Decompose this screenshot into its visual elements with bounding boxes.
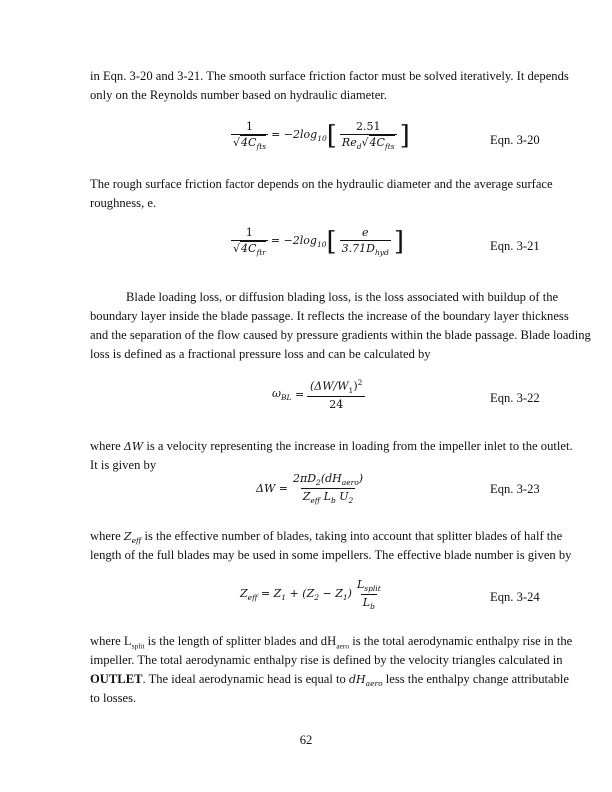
equation-label: Eqn. 3-23 — [490, 482, 540, 496]
equation-label: Eqn. 3-21 — [490, 239, 540, 253]
paragraph-line: It is given by — [90, 458, 157, 472]
page-number: 62 — [299, 733, 313, 747]
equation-3-22: $\omega_{BL}$ = $\frac{(\Delta W/W_1)^2}{24}$ — [272, 378, 368, 411]
equation-3-20: $\frac{1}{√4C_{fts}}$ = $-2\log_{10}$ [ $\frac{2.51}{Re_d√4C_{fts}}$ ] — [233, 120, 410, 152]
paragraph-line: OUTLET. The ideal aerodynamic head is equal to $dH_{aero}$ less the enthalpy change attributable — [90, 672, 570, 689]
paragraph-line: impeller. The total aerodynamic enthalpy rise is defined by the velocity triangles calculated in — [90, 653, 563, 667]
paragraph-line: The rough surface friction factor depends on the hydraulic diameter and the average surface — [90, 177, 553, 191]
equation-label: Eqn. 3-24 — [490, 590, 540, 604]
paragraph-line: only on the Reynolds number based on hydraulic diameter. — [90, 88, 387, 102]
paragraph-line: where $Z_{eff}$ is the effective number of blades, taking into account that splitter blades of half the — [90, 529, 563, 546]
paragraph-line: where $L_{split}$ is the length of splitter blades and $dH_{aero}$ is the total aerodynamic enthalpy rise in the — [90, 634, 573, 651]
equation-3-24: $Z_{eff} = Z_1 + (Z_2 - Z_1)$ $\frac{L_{split}}{L_b}$ — [240, 578, 381, 612]
equation-label: Eqn. 3-20 — [490, 133, 540, 147]
paragraph-line: Blade loading loss, or diffusion blading loss, is the loss associated with buildup of the — [126, 290, 559, 304]
paragraph-line: to losses. — [90, 691, 137, 705]
paragraph-line: and the separation of the flow caused by pressure gradients within the blade passage. Blade loading — [90, 328, 591, 342]
paragraph-line: roughness, e. — [90, 196, 157, 210]
equation-3-23: ΔW = $\frac{2\pi D_2(dH_{aero})}{Z_{eff} L_b U_2}$ — [256, 472, 364, 506]
paragraph-line: where ΔW is a velocity representing the increase in loading from the impeller inlet to the outlet. — [90, 439, 573, 453]
equation-3-21: $\frac{1}{√4C_{ftr}}$ = $-2\log_{10}$ [ $\frac{e}{3.71D_{hyd}}$ ] — [233, 226, 404, 258]
paragraph-line: in Eqn. 3-20 and 3-21. The smooth surface friction factor must be solved iteratively. It depends — [90, 69, 569, 83]
paragraph-line: boundary layer inside the blade passage. It reflects the increase of the boundary layer thickness — [90, 309, 569, 323]
equation-label: Eqn. 3-22 — [490, 391, 540, 405]
paragraph-line: length of the full blades may be used in some impellers. The effective blade number is given by — [90, 548, 572, 562]
paragraph-line: loss is defined as a fractional pressure loss and can be calculated by — [90, 347, 431, 361]
